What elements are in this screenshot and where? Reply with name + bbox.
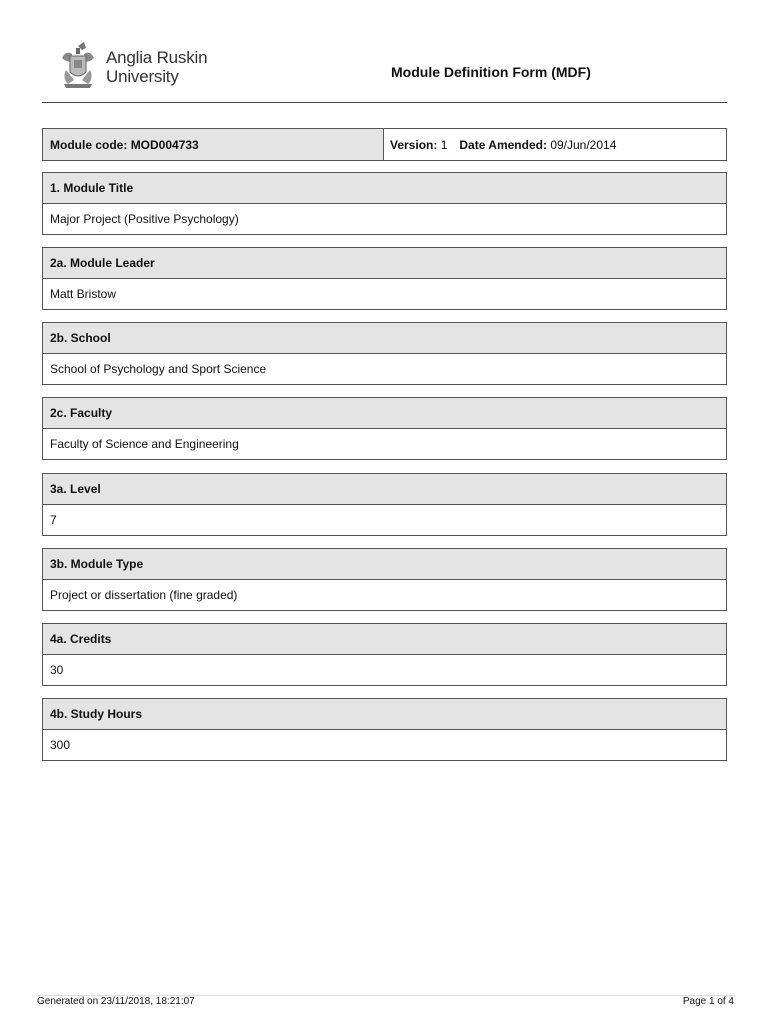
section-value: Major Project (Positive Psychology) bbox=[50, 212, 239, 226]
module-code-cell bbox=[43, 129, 384, 160]
section-heading: 4a. Credits bbox=[43, 624, 726, 655]
section-faculty bbox=[42, 397, 727, 460]
section-heading: 2b. School bbox=[43, 323, 726, 354]
module-code-row bbox=[42, 128, 727, 161]
section-value: School of Psychology and Sport Science bbox=[50, 362, 267, 376]
version-cell bbox=[384, 129, 726, 160]
section-study-hours bbox=[42, 698, 727, 761]
crest-icon bbox=[56, 40, 100, 88]
section-value: Project or dissertation (fine graded) bbox=[50, 588, 238, 602]
section-value: Faculty of Science and Engineering bbox=[50, 437, 239, 451]
section-value: Matt Bristow bbox=[50, 287, 117, 301]
section-credits bbox=[42, 623, 727, 686]
section-heading: 2c. Faculty bbox=[43, 398, 726, 429]
date-amended-value: 09/Jun/2014 bbox=[550, 137, 617, 152]
section-level bbox=[42, 473, 727, 536]
section-value: 30 bbox=[50, 663, 64, 677]
module-code-value: MOD004733 bbox=[130, 137, 199, 152]
form-title: Module Definition Form (MDF) bbox=[391, 64, 591, 80]
version-label: Version: bbox=[390, 137, 438, 152]
section-value: 7 bbox=[50, 513, 57, 527]
section-heading: 3b. Module Type bbox=[43, 549, 726, 580]
section-module-title bbox=[42, 172, 727, 235]
header-divider bbox=[42, 102, 727, 103]
date-amended-label: Date Amended: bbox=[459, 137, 547, 152]
logo-text-line1: Anglia Ruskin bbox=[106, 48, 208, 67]
section-module-type bbox=[42, 548, 727, 611]
section-heading: 3a. Level bbox=[43, 474, 726, 505]
logo-text-line2: University bbox=[106, 67, 179, 86]
page-header bbox=[42, 38, 727, 102]
module-code-label: Module code: bbox=[50, 137, 128, 152]
generated-timestamp: Generated on 23/11/2018, 18:21:07 bbox=[37, 996, 195, 1007]
section-school bbox=[42, 322, 727, 385]
version-value: 1 bbox=[440, 137, 448, 152]
section-value: 300 bbox=[50, 738, 71, 752]
section-module-leader bbox=[42, 247, 727, 310]
university-logo bbox=[56, 38, 226, 90]
section-heading: 4b. Study Hours bbox=[43, 699, 726, 730]
page-number: Page 1 of 4 bbox=[682, 996, 734, 1007]
section-heading: 2a. Module Leader bbox=[43, 248, 726, 279]
section-heading: 1. Module Title bbox=[43, 173, 726, 204]
